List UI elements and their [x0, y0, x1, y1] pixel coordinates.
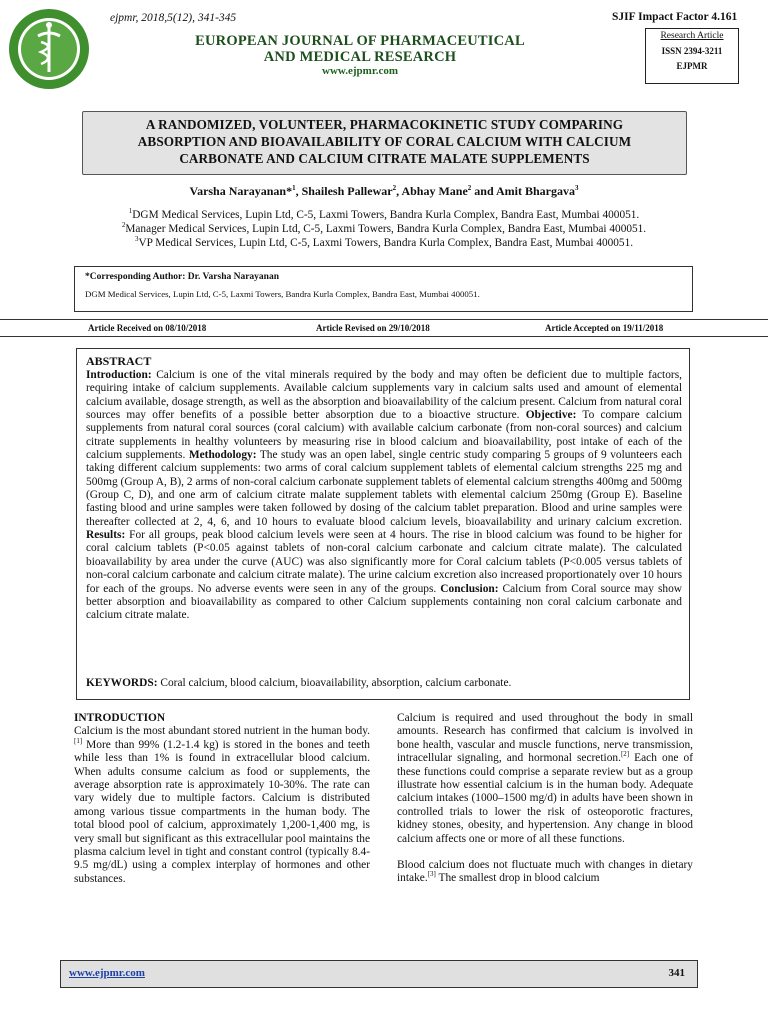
- paragraph-text: Blood calcium does not fluctuate much with changes in dietary intake.: [397, 859, 693, 885]
- abstract-box: [76, 348, 690, 700]
- keywords: [86, 677, 511, 689]
- abstract-objective-label: Objective:: [525, 409, 577, 422]
- journal-title-line2: AND MEDICAL RESEARCH: [263, 49, 457, 65]
- author-sup: 3: [574, 184, 579, 192]
- column-left: [74, 712, 370, 899]
- corresponding-author: *Corresponding Author: Dr. Varsha Narayanan: [85, 272, 279, 282]
- citation-ref[interactable]: [1]: [74, 737, 83, 746]
- page-footer: [60, 960, 698, 988]
- impact-factor: SJIF Impact Factor 4.161: [612, 11, 738, 23]
- abstract-methodology-label: Methodology:: [188, 449, 257, 462]
- date-accepted: Article Accepted on 19/11/2018: [545, 323, 664, 333]
- affiliation-text: VP Medical Services, Lupin Ltd, C-5, Laxmi Towers, Bandra Kurla Complex, Bandra East, Mumbai 400051.: [138, 237, 634, 249]
- citation-ref[interactable]: [2]: [620, 750, 630, 759]
- journal-title: [170, 33, 550, 65]
- citation: ejpmr, 2018,5(12), 341-345: [110, 12, 237, 24]
- keywords-text: Coral calcium, blood calcium, bioavailability, absorption, calcium carbonate.: [157, 677, 512, 689]
- column-right: [397, 712, 693, 899]
- affiliation: [0, 222, 768, 236]
- paragraph-text: Each one of these functions could comprise a separate review but as a group illustrate how essential calcium is in the human body. Adequate calcium intakes (1000–1500 mg/d) in adults have been shown in controlled trials to lower the risk of osteoporotic fractures, kidney stones, obesity, and hypertension. Any change in blood calcium affects one or more of all these functions.: [397, 752, 693, 845]
- abstract-methodology-text: The study was an open label, single centric study comparing 5 groups of 9 volunteers each taking different calcium supplements: two arms of coral calcium supplement tablets of elemental calcium strengths 225 mg and 500mg (Group A, B), 2 arms of non-coral calcium carbonate supplement tablets of elemental calcium strengths 400mg and 500mg (Group C, D), and one arm of calcium citrate malate supplement tablets with elemental calcium 250mg (Group E). Baseline fasting blood and urine samples were taken followed by dosing of the calcium tablet preparation. Blood and urine samples were thereafter collected at 2, 4, 6, and 10 hours to evaluate blood calcium levels, bioavailability and urinary calcium excretion.: [86, 449, 683, 528]
- affiliation-sup: 1: [128, 207, 133, 216]
- affiliation: [0, 236, 768, 250]
- abstract-heading: ABSTRACT: [86, 354, 152, 368]
- affiliation-text: Manager Medical Services, Lupin Ltd, C-5, Laxmi Towers, Bandra Kurla Complex, Bandra East, Mumbai 400051.: [125, 223, 647, 235]
- caduceus-logo-icon: [8, 8, 90, 90]
- divider-top: [0, 319, 768, 320]
- article-type: Research Article: [660, 31, 724, 41]
- paragraph-text: Calcium is required and used throughout the body in small amounts. Research has confirmed that calcium is involved in bone health, vascular and muscle functions, nerve transmission, intracellular signaling, and hormonal secretion.: [397, 712, 693, 765]
- date-revised: Article Revised on 29/10/2018: [316, 323, 430, 333]
- affiliation-text: DGM Medical Services, Lupin Ltd, C-5, Laxmi Towers, Bandra Kurla Complex, Bandra East, Mumbai 400051.: [132, 209, 640, 221]
- corresponding-address: DGM Medical Services, Lupin Ltd, C-5, Laxmi Towers, Bandra Kurla Complex, Bandra East, Mumbai 400051.: [85, 289, 480, 299]
- author-sup: 2: [467, 184, 472, 192]
- paragraph-text: Calcium is the most abundant stored nutrient in the human body.: [74, 725, 370, 738]
- introduction-heading: INTRODUCTION: [74, 712, 166, 724]
- paragraph: [74, 725, 370, 886]
- corresponding-author-box: [74, 266, 693, 312]
- keywords-label: KEYWORDS:: [86, 677, 158, 689]
- paragraph-text: The smallest drop in blood calcium: [435, 872, 600, 885]
- issn: ISSN 2394-3211: [661, 46, 723, 56]
- abstract-conclusion-text: Calcium from Coral source may show better absorption and bioavailability as compared to other Calcium supplements containing non coral calcium carbonate and calcium citrate malate.: [86, 582, 682, 622]
- title-line3: CARBONATE AND CALCIUM CITRATE MALATE SUPPLEMENTS: [179, 151, 590, 166]
- paragraph: [397, 712, 693, 846]
- abstract-conclusion-label: Conclusion:: [440, 582, 499, 595]
- abstract-results-label: Results:: [86, 529, 126, 542]
- author-sup: 2: [392, 184, 397, 192]
- author-name: Shailesh Pallewar: [301, 184, 393, 198]
- affiliation-sup: 3: [134, 235, 139, 244]
- author-name: Abhay Mane: [401, 184, 468, 198]
- journal-logo: [8, 8, 90, 90]
- paragraph-text: More than 99% (1.2-1.4 kg) is stored in the bones and teeth while less than 1% is found in extracellular blood calcium. When adults consume calcium as food or supplements, the average absorption rate is approximately 10-30%. The rate can vary widely due to multiple factors. Calcium is distributed among various tissue compartments in the human body. The total blood pool of calcium, approximately 1,200-1,400 mg, is very small but significant as this extracellular pool maintains the plasma calcium level in tight and constant control (typically 8.4-9.5 mg/dL) using a complex interplay of hormones and other substances.: [74, 738, 370, 885]
- citation-ref[interactable]: [3]: [427, 870, 436, 879]
- author-sup: 1: [292, 184, 296, 192]
- journal-website-link[interactable]: www.ejpmr.com: [322, 65, 398, 77]
- abstract-body: [86, 369, 682, 623]
- author-and: and: [474, 184, 494, 198]
- article-title: [82, 111, 687, 175]
- date-received: Article Received on 08/10/2018: [88, 323, 207, 333]
- abstract-intro-label: Introduction:: [86, 369, 152, 381]
- abstract-objective-text: To compare calcium supplements from natural coral sources (coral calcium) with available calcium carbonate (from non-coral sources) and calcium citrate supplements in healthy volunteers by measuring rise in blood calcium and bioavailability, post intake of each of the calcium supplements.: [86, 409, 682, 462]
- affiliation-sup: 2: [121, 221, 126, 230]
- title-line2: ABSORPTION AND BIOAVAILABILITY OF CORAL CALCIUM WITH CALCIUM: [137, 134, 632, 149]
- author-list: Varsha Narayanan*$^1$, Shailesh Pallewar$^2$, Abhay Mane$^2$ and Amit Bhargava$^3$: [189, 184, 579, 198]
- title-line1: A RANDOMIZED, VOLUNTEER, PHARMACOKINETIC STUDY COMPARING: [145, 117, 624, 132]
- paragraph: [397, 859, 693, 886]
- page-number: 341: [668, 967, 685, 979]
- author-name: Varsha Narayanan*: [189, 184, 293, 198]
- journal-code: EJPMR: [676, 61, 708, 71]
- footer-website-link[interactable]: www.ejpmr.com: [69, 967, 145, 979]
- affiliation: [0, 208, 768, 222]
- divider-bottom: [0, 336, 768, 337]
- journal-title-line1: EUROPEAN JOURNAL OF PHARMACEUTICAL: [195, 33, 525, 49]
- article-badge: [645, 28, 739, 84]
- abstract-results-text: For all groups, peak blood calcium levels were seen at 4 hours. The rise in blood calcium was found to be higher for coral calcium tablets (P<0.05 against tablets of non-coral calcium carbonate and calcium citrate malate). The calculated bioavailability by area under the curve (AUC) was also significantly more for Coral calcium tablets (P<0.005 versus tablets of non-coral calcium carbonate and calcium citrate malate). The urine calcium excretion also increased proportionately over 10 hours for each of the groups. No adverse events were seen in any of the groups.: [86, 529, 682, 595]
- abstract-intro-text: Calcium is one of the vital minerals required by the body and may often be deficient due to multiple factors, requiring intake of calcium supplements. Available calcium supplements vary in calcium salts used and amount of elemental calcium available, dosage strength, as well as the absorption and bioavailability of the calcium present. Calcium from natural coral sources may offer benefits of a possible better absorption due to a bioactive structure.: [86, 369, 682, 422]
- author-name: Amit Bhargava: [495, 184, 575, 198]
